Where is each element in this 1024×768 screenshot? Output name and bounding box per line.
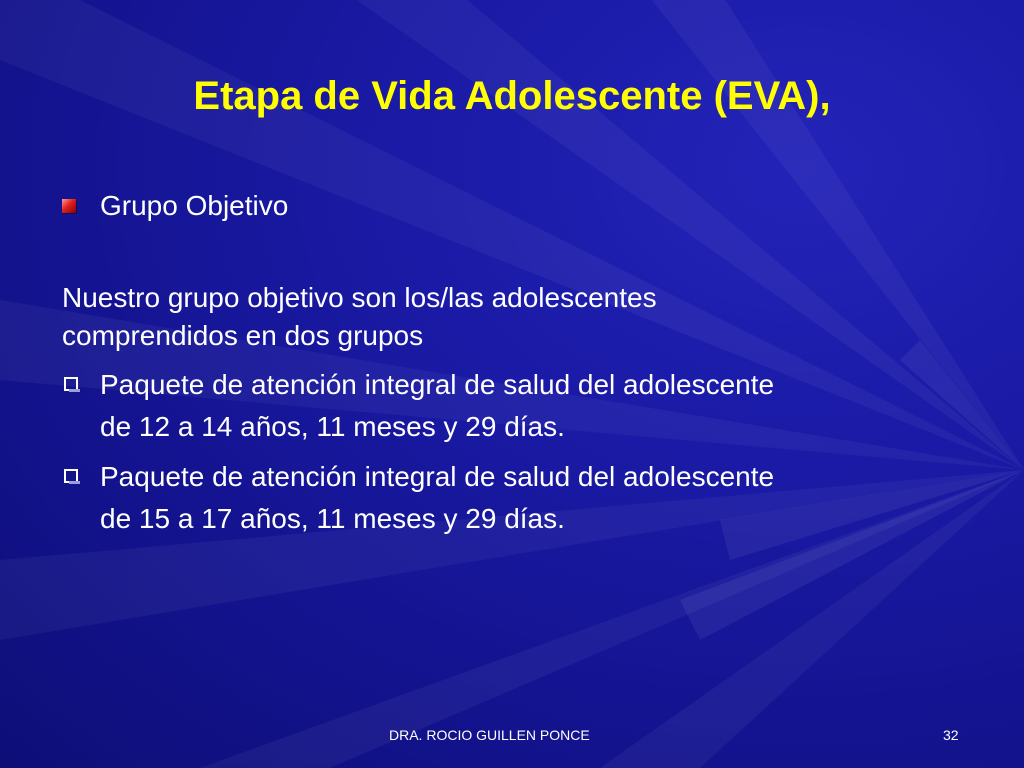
list-item-1-line-2: de 12 a 14 años, 11 meses y 29 días. (100, 411, 565, 442)
checkbox-bullet-icon (64, 377, 78, 391)
red-square-bullet-icon (62, 199, 76, 213)
slide-number: 32 (943, 727, 959, 743)
footer-author: DRA. ROCIO GUILLEN PONCE (389, 727, 590, 743)
slide-title: Etapa de Vida Adolescente (EVA), (193, 74, 831, 118)
list-item-2-line-1: Paquete de atención integral de salud del adolescente (100, 461, 775, 492)
checkbox-bullet-icon (64, 469, 78, 483)
list-item-2-line-2: de 15 a 17 años, 11 meses y 29 días. (100, 503, 565, 534)
paragraph-line-2: comprendidos en dos grupos (62, 320, 424, 351)
bullet-heading: Grupo Objetivo (100, 190, 289, 221)
list-item-1-line-1: Paquete de atención integral de salud del adolescente (100, 369, 775, 400)
paragraph-line-1: Nuestro grupo objetivo son los/las adolescentes (62, 282, 657, 313)
